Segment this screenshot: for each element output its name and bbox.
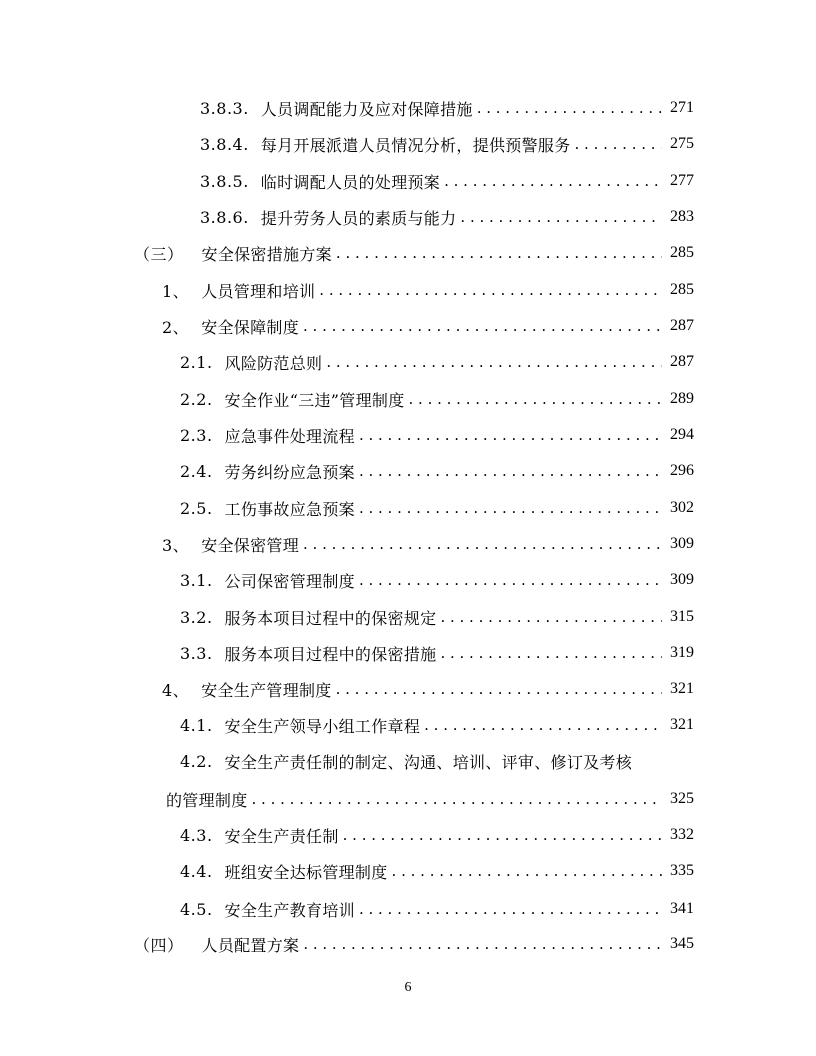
- toc-page: 287: [670, 353, 694, 370]
- toc-number: 2.2.: [180, 389, 213, 409]
- toc-entry[interactable]: [162, 531, 694, 557]
- toc-entry[interactable]: [180, 458, 694, 484]
- toc-number: 4、: [162, 680, 190, 700]
- toc-entry[interactable]: [162, 313, 694, 339]
- dot-leader: [336, 244, 662, 262]
- toc-number: （三）: [134, 244, 184, 264]
- dot-leader: [359, 571, 662, 589]
- toc-page: 341: [670, 900, 694, 917]
- dot-leader: [440, 644, 662, 662]
- dot-leader: [326, 353, 662, 371]
- dot-leader: [319, 281, 662, 299]
- toc-page: 271: [670, 99, 694, 116]
- toc-number: 4.5.: [180, 899, 213, 919]
- toc-title: 工伤事故应急预案: [224, 499, 355, 519]
- toc-number: 2.4.: [180, 461, 213, 481]
- toc-title: 劳务纠纷应急预案: [224, 462, 355, 482]
- dot-leader: [303, 535, 662, 553]
- dot-leader: [336, 680, 662, 698]
- toc-title: 安全保密管理: [201, 535, 299, 555]
- toc-title: 安全生产管理制度: [201, 680, 332, 700]
- toc-title: 安全生产责任制的制定、沟通、培训、评审、修订及考核: [224, 752, 633, 772]
- toc-page: 321: [670, 680, 694, 697]
- toc-entry[interactable]: [200, 95, 694, 121]
- toc-number: 2.5.: [180, 498, 213, 518]
- toc-entry[interactable]: [134, 240, 694, 266]
- toc-number: 2.1.: [180, 352, 213, 372]
- toc-title: 班组安全达标管理制度: [224, 862, 388, 882]
- toc-entry[interactable]: [180, 422, 694, 448]
- dot-leader: [359, 499, 662, 517]
- toc-page: 345: [670, 935, 694, 952]
- toc-title: 临时调配人员的处理预案: [260, 172, 441, 192]
- toc-title: 应急事件处理流程: [224, 426, 355, 446]
- toc-page: 315: [670, 608, 694, 625]
- toc-entry[interactable]: [162, 277, 694, 303]
- toc-title-continuation: 的管理制度: [166, 790, 248, 810]
- toc-title: 安全生产责任制: [224, 826, 339, 846]
- toc-page: 285: [670, 244, 694, 261]
- toc-page: 302: [670, 499, 694, 516]
- toc-entry[interactable]: [162, 676, 694, 702]
- toc-entry[interactable]: [180, 896, 694, 922]
- toc-page: 335: [670, 862, 694, 879]
- toc-number: 3.8.3.: [200, 98, 249, 118]
- toc-page: 277: [670, 172, 694, 189]
- toc-title: 安全保密措施方案: [201, 244, 332, 264]
- toc-number: 4.3.: [180, 825, 213, 845]
- toc-entry[interactable]: [180, 567, 694, 593]
- toc-entry[interactable]: [180, 604, 694, 630]
- dot-leader: [359, 426, 662, 444]
- toc-title: 服务本项目过程中的保密规定: [224, 608, 437, 628]
- toc-entry[interactable]: [134, 931, 694, 957]
- dot-leader: [392, 862, 662, 880]
- toc-page: 287: [670, 317, 694, 334]
- toc-page: 309: [670, 571, 694, 588]
- toc-title: 公司保密管理制度: [224, 571, 355, 591]
- toc-page: 285: [670, 281, 694, 298]
- toc-title: 提升劳务人员的素质与能力: [260, 208, 457, 228]
- toc-number: 4.4.: [180, 861, 213, 881]
- dot-leader: [444, 172, 662, 190]
- toc-title: 每月开展派遣人员情况分析，提供预警服务: [260, 135, 571, 155]
- toc-number: 3.8.5.: [200, 171, 249, 191]
- toc-number: 4.1.: [180, 715, 213, 735]
- toc-number: （四）: [134, 935, 184, 955]
- dot-leader: [359, 462, 662, 480]
- dot-leader: [409, 390, 663, 408]
- toc-entry[interactable]: [180, 349, 694, 375]
- toc-page: 289: [670, 390, 694, 407]
- toc-page: 296: [670, 462, 694, 479]
- toc-number: 2.3.: [180, 425, 213, 445]
- toc-page: 275: [670, 135, 694, 152]
- toc-number: 3.8.6.: [200, 207, 249, 227]
- toc-title: 安全作业“三违”管理制度: [224, 390, 405, 410]
- toc-page: 321: [670, 716, 694, 733]
- dot-leader: [460, 208, 662, 226]
- toc-entry[interactable]: [180, 640, 694, 666]
- toc-entry[interactable]: [180, 748, 694, 774]
- dot-leader: [440, 608, 662, 626]
- toc-title: 风险防范总则: [224, 353, 323, 373]
- toc-number: 3、: [162, 535, 190, 555]
- dot-leader: [303, 935, 662, 953]
- toc-entry[interactable]: [200, 131, 694, 157]
- toc-page: 319: [670, 644, 694, 661]
- toc-number: 1、: [162, 281, 190, 301]
- toc-number: 4.2.: [180, 751, 213, 771]
- toc-title: 人员配置方案: [201, 935, 300, 955]
- toc-page: 283: [670, 208, 694, 225]
- toc-title: 安全生产领导小组工作章程: [224, 716, 421, 736]
- dot-leader: [477, 99, 662, 117]
- toc-number: 3.1.: [180, 570, 213, 590]
- dot-leader: [575, 135, 663, 153]
- dot-leader: [359, 900, 662, 918]
- dot-leader: [252, 790, 662, 808]
- toc-page: 332: [670, 826, 694, 843]
- toc-entry[interactable]: [180, 495, 694, 521]
- toc-title: 服务本项目过程中的保密措施: [224, 644, 437, 664]
- toc-entry[interactable]: [180, 822, 694, 848]
- toc-page: 325: [670, 790, 694, 807]
- toc-title: 人员管理和培训: [201, 281, 316, 301]
- toc-number: 3.2.: [180, 607, 213, 627]
- toc-entry[interactable]: [180, 712, 694, 738]
- toc-title: 安全生产教育培训: [224, 900, 355, 920]
- toc-number: 3.8.4.: [200, 134, 249, 154]
- toc-title: 安全保障制度: [201, 317, 299, 337]
- toc-page: 294: [670, 426, 694, 443]
- page-number: 6: [404, 980, 412, 995]
- toc-entry[interactable]: [200, 204, 694, 230]
- dot-leader: [303, 317, 662, 335]
- dot-leader: [343, 826, 662, 844]
- toc-number: 2、: [162, 317, 190, 337]
- toc-entry[interactable]: [180, 858, 694, 884]
- toc-entry[interactable]: [180, 386, 694, 412]
- toc-page: 309: [670, 535, 694, 552]
- dot-leader: [424, 716, 662, 734]
- toc-title: 人员调配能力及应对保障措施: [260, 99, 473, 119]
- toc-entry[interactable]: [200, 168, 694, 194]
- toc-number: 3.3.: [180, 643, 213, 663]
- toc-entry-continuation[interactable]: [166, 786, 694, 812]
